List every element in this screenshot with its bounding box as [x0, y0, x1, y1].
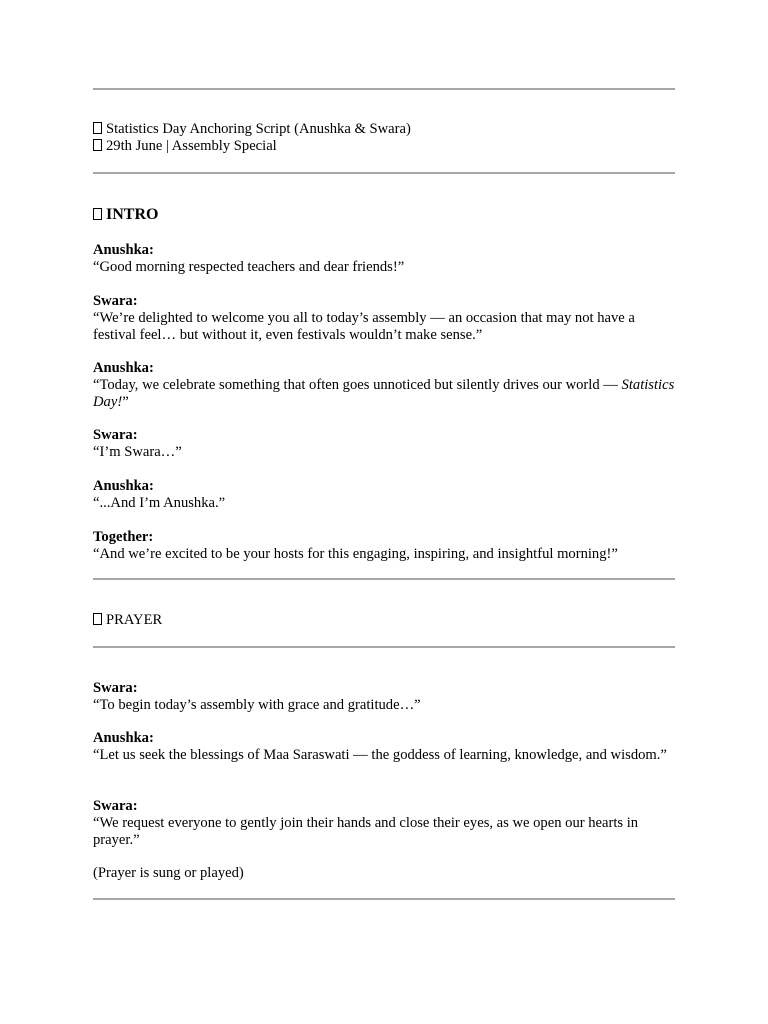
- dialogue-text: “Today, we celebrate something that often goes unnoticed but silently drives our world — Statistics Day!”: [93, 376, 675, 410]
- dialogue-entry: [93, 427, 675, 461]
- divider: [93, 172, 675, 174]
- stage-note-text: (Prayer is sung or played): [93, 865, 244, 881]
- dialogue-text: “Good morning respected teachers and dear friends!”: [93, 258, 405, 275]
- divider: [93, 898, 675, 900]
- dialogue-text: “We request everyone to gently join their hands and close their eyes, as we open our hearts in prayer.”: [93, 814, 639, 848]
- speaker-name: Swara:: [93, 798, 138, 814]
- dialogue-entry: [93, 242, 675, 276]
- dialogue-text: “To begin today’s assembly with grace and gratitude…”: [93, 696, 421, 713]
- divider: [93, 646, 675, 648]
- speaker-name: Swara:: [93, 427, 138, 443]
- header-title-line: [93, 121, 675, 138]
- speaker-name: Anushka:: [93, 242, 154, 258]
- missing-glyph-icon: [93, 613, 102, 625]
- dialogue-entry: [93, 293, 675, 343]
- document-header: [93, 121, 675, 155]
- document-title: Statistics Day Anchoring Script (Anushka & Swara): [106, 121, 411, 137]
- header-date-line: [93, 138, 675, 155]
- section-heading-prayer: [93, 612, 675, 629]
- dialogue-text: “...And I’m Anushka.”: [93, 494, 226, 511]
- dialogue-text: “And we’re excited to be your hosts for this engaging, inspiring, and insightful morning!”: [93, 545, 618, 562]
- divider: [93, 88, 675, 90]
- speaker-name: Anushka:: [93, 360, 154, 376]
- dialogue-entry: [93, 680, 675, 714]
- section-heading-text: PRAYER: [106, 612, 163, 628]
- emphasis-text: Statistics Day!: [93, 376, 675, 410]
- divider: [93, 578, 675, 580]
- dialogue-entry: [93, 730, 675, 764]
- speaker-name: Swara:: [93, 293, 138, 309]
- dialogue-entry: [93, 529, 675, 563]
- missing-glyph-icon: [93, 139, 102, 151]
- section-heading-intro: [93, 207, 675, 224]
- dialogue-entry: [93, 798, 675, 848]
- dialogue-text: “I’m Swara…”: [93, 443, 182, 460]
- speaker-name: Together:: [93, 529, 154, 545]
- missing-glyph-icon: [93, 122, 102, 134]
- dialogue-text: “We’re delighted to welcome you all to today’s assembly — an occasion that may not have a festival feel… but without it, even festivals wouldn’t make sense.”: [93, 309, 635, 343]
- speaker-name: Anushka:: [93, 478, 154, 494]
- document-date: 29th June | Assembly Special: [106, 137, 277, 154]
- dialogue-entry: [93, 478, 675, 512]
- stage-note: [93, 865, 675, 882]
- section-heading-text: INTRO: [106, 206, 159, 223]
- dialogue-text: “Let us seek the blessings of Maa Saraswati — the goddess of learning, knowledge, and wisdom.”: [93, 746, 667, 763]
- speaker-name: Swara:: [93, 680, 138, 696]
- dialogue-entry: [93, 360, 675, 410]
- missing-glyph-icon: [93, 208, 102, 220]
- speaker-name: Anushka:: [93, 730, 154, 746]
